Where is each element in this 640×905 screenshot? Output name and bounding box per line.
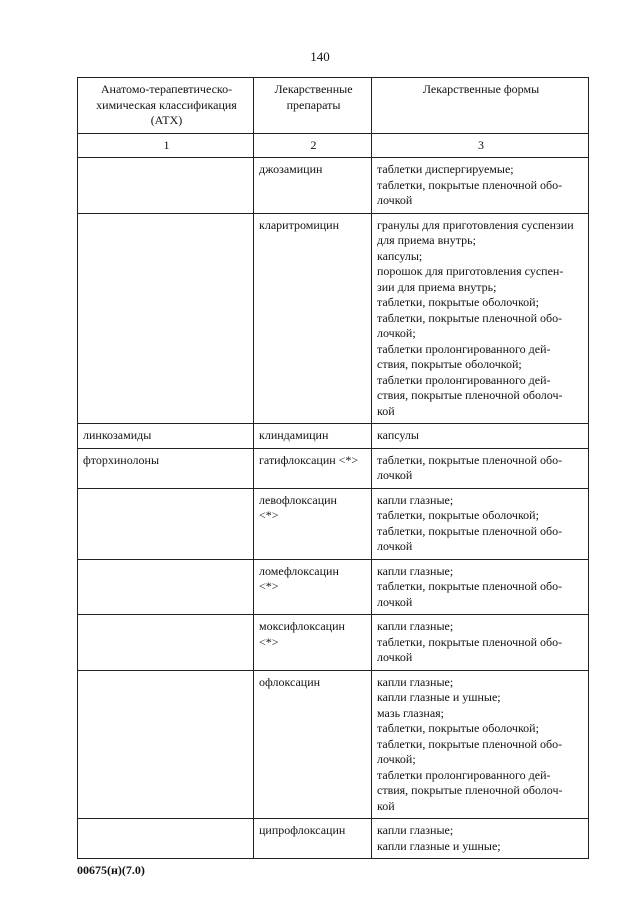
header-atc-text: [83, 82, 250, 129]
atc-cell: [78, 559, 254, 615]
header-line: (АТХ): [150, 113, 183, 127]
atc-cell: [78, 615, 254, 671]
dosage-form-line: таблетки, покрытые оболочкой;: [377, 721, 539, 735]
drug-name-line: <*>: [259, 579, 279, 593]
dosage-form-line: таблетки диспергируемые;: [377, 162, 514, 176]
drug-cell: [254, 424, 372, 449]
table-row: [78, 213, 589, 424]
table-row: [78, 158, 589, 214]
atc-cell: [78, 488, 254, 559]
column-number-1: 1: [78, 133, 254, 158]
table-row: [78, 488, 589, 559]
dosage-form-line: таблетки, покрытые пленочной обо-: [377, 310, 563, 325]
footer-code: 00675(н)(7.0): [77, 863, 145, 877]
header-row: [78, 78, 589, 134]
drug-cell: [254, 448, 372, 488]
dosage-form-line: таблетки, покрытые пленочной обо-: [377, 177, 563, 192]
atc-cell: [78, 670, 254, 819]
page-number: 140: [310, 49, 330, 64]
dosage-form-line: для приема внутрь;: [377, 233, 476, 247]
table-row: [78, 559, 589, 615]
dosage-form-line: таблетки, покрытые пленочной обо-: [377, 452, 563, 467]
column-number-row: [78, 133, 589, 158]
header-forms: [372, 78, 589, 134]
drug-cell: [254, 670, 372, 819]
dosage-form-line: капсулы: [377, 428, 419, 442]
dosage-form-line: таблетки, покрытые пленочной обо-: [377, 579, 563, 593]
column-number-3: 3: [372, 133, 589, 158]
dosage-form-line: лочкой;: [377, 752, 416, 766]
drug-name-line: ципрофлоксацин: [259, 823, 346, 837]
dosage-form-line: лочкой: [377, 650, 413, 664]
drug-cell: [254, 158, 372, 214]
forms-cell: [372, 213, 589, 424]
dosage-form-line: капли глазные и ушные;: [377, 690, 501, 704]
dosage-form-line: таблетки, покрытые пленочной обо-: [377, 736, 563, 751]
dosage-form-line: таблетки, покрытые пленочной обо-: [377, 523, 563, 538]
forms-cell: [372, 819, 589, 859]
dosage-form-line: мазь глазная;: [377, 705, 445, 720]
drug-name-line: моксифлоксацин: [259, 619, 345, 633]
forms-cell: [372, 448, 589, 488]
atc-cell: фторхинолоны: [78, 448, 254, 488]
header-atc: [78, 78, 254, 134]
dosage-form-line: лочкой;: [377, 326, 416, 340]
table-body: [78, 158, 589, 859]
table-row: [78, 424, 589, 449]
atc-cell: [78, 819, 254, 859]
drug-name-line: левофлоксацин: [259, 492, 337, 507]
dosage-form-line: капсулы;: [377, 248, 423, 263]
header-line: Лекарственные: [274, 82, 353, 96]
dosage-form-line: капли глазные;: [377, 492, 454, 507]
dosage-form-line: ствия, покрытые пленочной оболоч-: [377, 783, 563, 797]
dosage-form-line: капли глазные;: [377, 563, 454, 578]
dosage-form-line: таблетки, покрытые пленочной обо-: [377, 634, 563, 649]
drug-table: [77, 77, 589, 859]
dosage-form-line: таблетки пролонгированного дей-: [377, 372, 551, 387]
drug-cell: [254, 488, 372, 559]
atc-cell: линкозамиды: [78, 424, 254, 449]
dosage-form-line: лочкой: [377, 468, 413, 482]
dosage-form-line: капли глазные;: [377, 674, 454, 689]
header-line: препараты: [286, 97, 341, 112]
drug-name-line: джозамицин: [259, 162, 323, 176]
dosage-form-line: таблетки, покрытые оболочкой;: [377, 508, 539, 522]
forms-cell: [372, 158, 589, 214]
dosage-form-line: зии для приема внутрь;: [377, 279, 497, 294]
table-row: [78, 615, 589, 671]
forms-cell: [372, 670, 589, 819]
drug-cell: [254, 213, 372, 424]
dosage-form-line: капли глазные;: [377, 619, 454, 633]
table-row: [78, 448, 589, 488]
forms-cell: [372, 615, 589, 671]
header-drug: [254, 78, 372, 134]
atc-cell: [78, 213, 254, 424]
dosage-form-line: лочкой: [377, 594, 413, 609]
dosage-form-line: ствия, покрытые оболочкой;: [377, 357, 522, 371]
dosage-form-line: порошок для приготовления суспен-: [377, 264, 564, 278]
drug-cell: [254, 559, 372, 615]
dosage-form-line: лочкой: [377, 193, 413, 207]
dosage-form-line: кой: [377, 798, 395, 813]
drug-name-line: ломефлоксацин: [259, 563, 339, 578]
table-row: [78, 670, 589, 819]
drug-name-line: гатифлоксацин <*>: [259, 452, 359, 467]
dosage-form-line: капли глазные;: [377, 823, 454, 837]
dosage-form-line: гранулы для приготовления суспензии: [377, 217, 574, 232]
drug-cell: [254, 615, 372, 671]
dosage-form-line: таблетки, покрытые оболочкой;: [377, 295, 539, 309]
header-line: химическая классификация: [96, 97, 237, 112]
dosage-form-line: таблетки пролонгированного дей-: [377, 767, 551, 782]
dosage-form-line: лочкой: [377, 539, 413, 553]
forms-cell: [372, 424, 589, 449]
header-line: Анатомо-терапевтическо-: [100, 82, 233, 96]
forms-cell: [372, 559, 589, 615]
forms-cell: [372, 488, 589, 559]
header-forms-text: [377, 82, 585, 98]
dosage-form-line: капли глазные и ушные;: [377, 838, 501, 853]
column-number-2: 2: [254, 133, 372, 158]
dosage-form-line: кой: [377, 403, 395, 418]
dosage-form-line: ствия, покрытые пленочной оболоч-: [377, 388, 563, 402]
drug-name-line: офлоксацин: [259, 674, 321, 689]
dosage-form-line: таблетки пролонгированного дей-: [377, 341, 551, 356]
table-row: [78, 819, 589, 859]
drug-name-line: <*>: [259, 634, 279, 649]
drug-name-line: кларитромицин: [259, 217, 340, 232]
header-drug-text: [259, 82, 368, 113]
drug-name-line: клиндамицин: [259, 428, 329, 442]
header-line: Лекарственные формы: [422, 82, 540, 96]
atc-cell: [78, 158, 254, 214]
drug-cell: [254, 819, 372, 859]
drug-name-line: <*>: [259, 508, 279, 522]
